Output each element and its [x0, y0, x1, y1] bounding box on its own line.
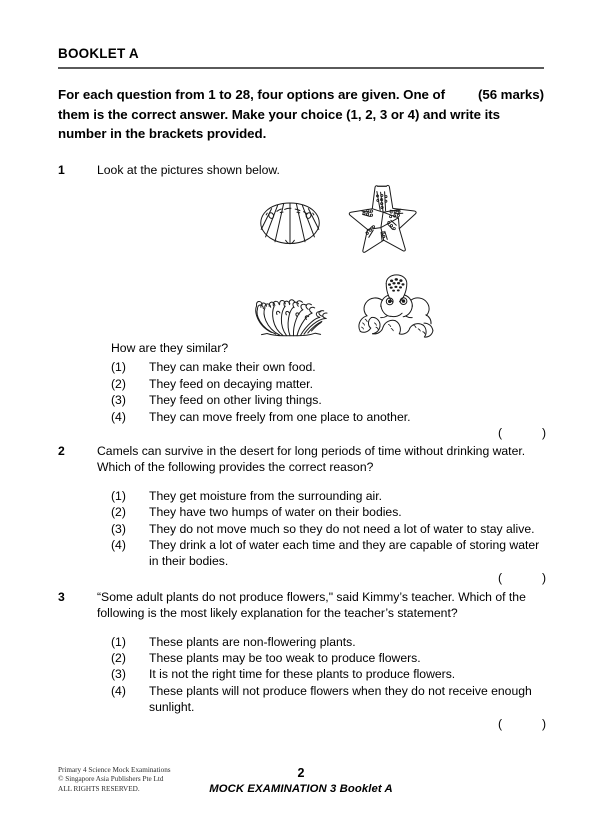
option-row[interactable]: [111, 521, 544, 537]
option-row[interactable]: [111, 634, 544, 650]
option-row[interactable]: [111, 359, 544, 375]
exam-label: MOCK EXAMINATION 3 Booklet A: [209, 783, 393, 795]
question-1-number: 1: [58, 162, 65, 177]
option-text: They feed on other living things.: [149, 393, 322, 408]
option-text: They have two humps of water on their bodies.: [149, 505, 402, 520]
option-label: (4): [111, 537, 126, 552]
option-text-continuation: sunlight.: [149, 700, 195, 715]
option-label: (2): [111, 376, 126, 391]
footer-center-block: [58, 766, 544, 797]
option-label: (2): [111, 651, 126, 665]
option-label: (3): [111, 521, 126, 536]
question-1-options: [111, 359, 547, 440]
option-label: (1): [111, 360, 126, 375]
option-row[interactable]: [111, 650, 544, 666]
question-1-figures: [97, 178, 544, 340]
question-1-stem: Look at the pictures shown below.: [97, 162, 280, 177]
marks-total: (56 marks): [477, 87, 544, 102]
option-text-continuation: in their bodies.: [149, 554, 229, 569]
answer-bracket-open: (: [498, 716, 503, 731]
option-label: (3): [111, 667, 126, 682]
option-text: They do not move much so they do not need a lot of water to stay alive.: [149, 521, 535, 536]
option-text: These plants are non-flowering plants.: [149, 634, 356, 649]
question-2-number: 2: [58, 443, 65, 458]
option-label: (4): [111, 409, 126, 424]
sea-anemone-icon: [253, 279, 329, 337]
option-text: They can move freely from one place to another.: [149, 409, 411, 424]
answer-bracket-close: ): [542, 425, 547, 440]
page-title: BOOKLET A: [58, 46, 139, 61]
option-text: These plants may be too weak to produce flowers.: [149, 651, 421, 665]
octopus-icon: [352, 273, 436, 339]
option-label: (1): [111, 634, 126, 649]
option-row[interactable]: [111, 409, 547, 440]
option-text: They drink a lot of water each time and they are capable of storing water: [149, 537, 540, 552]
instructions-text: For each question from 1 to 28, four options are given. One of them is the correct answer. Make your choice (1, 2, 3 or 4) and write its number in the brackets provided.: [58, 87, 500, 141]
option-row[interactable]: [111, 392, 544, 408]
option-row[interactable]: [111, 537, 547, 585]
question-3-options: [111, 634, 547, 731]
question-2-options: [111, 488, 547, 585]
option-label: (1): [111, 488, 126, 503]
option-text: They feed on decaying matter.: [149, 376, 313, 391]
instructions-block: [58, 85, 544, 144]
option-row[interactable]: [111, 504, 544, 520]
option-text: They get moisture from the surrounding air.: [149, 488, 383, 503]
scallop-shell-icon: [257, 200, 323, 246]
option-row[interactable]: [111, 666, 544, 682]
copyright-line: © Singapore Asia Publishers Pte Ltd: [58, 775, 164, 784]
option-label: (3): [111, 393, 126, 408]
question-1-sub-stem: How are they similar?: [111, 340, 229, 355]
question-3: [58, 589, 547, 731]
copyright-line: Primary 4 Science Mock Examinations: [58, 766, 171, 774]
option-text: It is not the right time for these plants to produce flowers.: [149, 667, 456, 682]
option-row[interactable]: [111, 683, 547, 731]
option-row[interactable]: [111, 488, 544, 504]
page-number: 2: [297, 766, 305, 780]
answer-bracket-open: (: [498, 425, 503, 440]
page-footer: [58, 766, 544, 810]
option-text: These plants will not produce flowers when they do not receive enough: [149, 683, 532, 698]
option-label: (4): [111, 683, 126, 698]
question-3-stem: “Some adult plants do not produce flowers," said Kimmy’s teacher. Which of the following is the most likely explanation for the teacher’s statement?: [97, 589, 526, 621]
answer-bracket-open: (: [498, 570, 503, 585]
starfish-icon: [340, 183, 420, 255]
question-1: [58, 162, 547, 440]
option-text: They can make their own food.: [149, 360, 316, 375]
answer-bracket-close: ): [542, 570, 547, 585]
question-3-number: 3: [58, 589, 65, 604]
page-content: [58, 46, 547, 732]
question-2: [58, 443, 547, 585]
header-divider: [58, 67, 544, 69]
copyright-line: ALL RIGHTS RESERVED.: [58, 784, 140, 793]
option-label: (2): [111, 505, 126, 520]
answer-bracket-close: ): [542, 716, 547, 731]
option-row[interactable]: [111, 376, 544, 392]
question-2-stem: Camels can survive in the desert for long periods of time without drinking water. Which of the following provides the correct reason?: [97, 443, 526, 475]
